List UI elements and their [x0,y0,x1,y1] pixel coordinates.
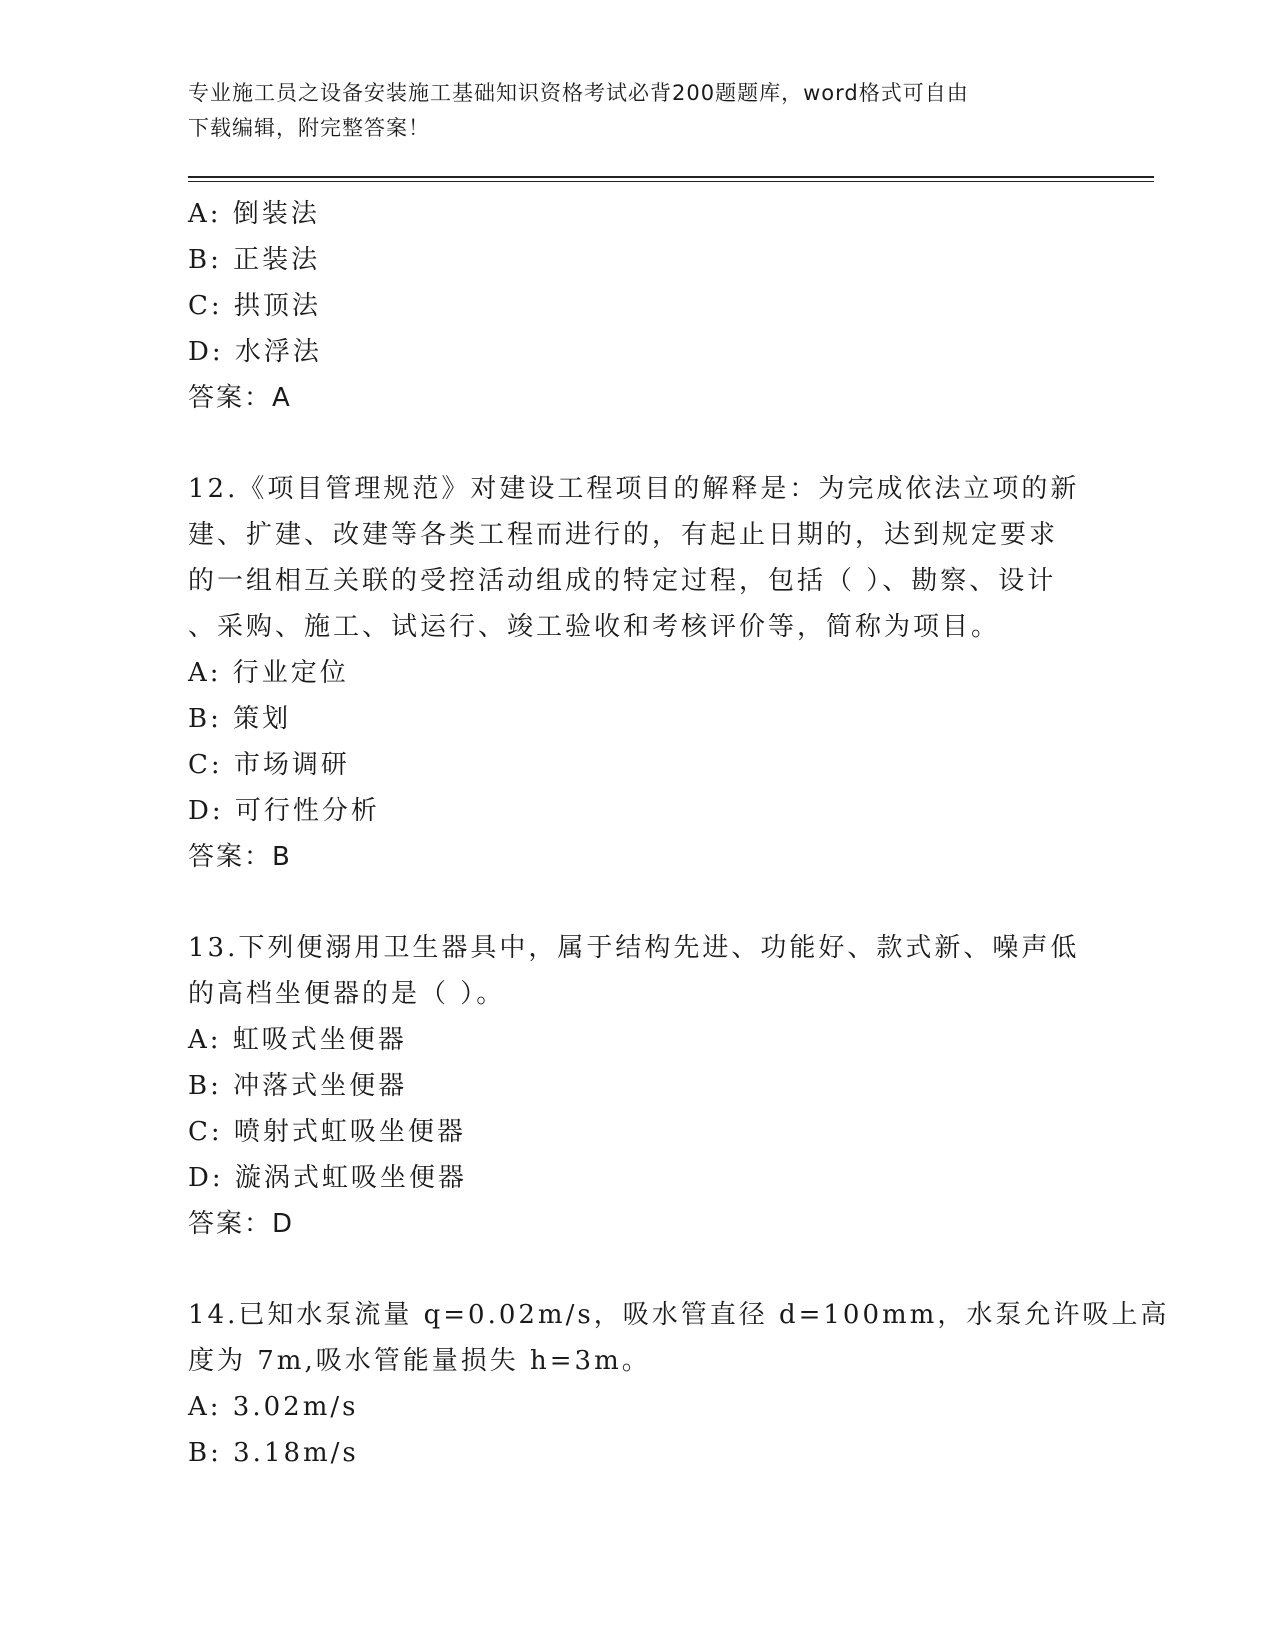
header-divider-thin [188,181,1154,182]
header-divider-thick [188,176,1154,178]
question-line: 的高档坐便器的是（ ）。 [188,979,506,1009]
option-b: B: 正装法 [188,245,321,275]
option-b: B: 冲落式坐便器 [188,1071,408,1101]
option-d: D: 漩涡式虹吸坐便器 [188,1163,467,1193]
option-a: A: 倒装法 [188,199,320,229]
option-a: A: 行业定位 [188,658,349,688]
question-line: 13.下列便溺用卫生器具中，属于结构先进、功能好、款式新、噪声低 [188,933,1080,963]
option-a: A: 3.02m/s [188,1392,359,1422]
question-line: 、采购、施工、试运行、竣工验收和考核评价等，简称为项目。 [188,612,1001,642]
answer: 答案：D [188,1209,295,1239]
answer: 答案：B [188,842,292,872]
option-b: B: 策划 [188,704,292,734]
question-text [188,466,1088,650]
option-a: A: 虹吸式坐便器 [188,1025,407,1055]
question-text [188,1292,1170,1384]
option-d: D: 可行性分析 [188,796,380,826]
question-12 [188,466,1088,880]
question-14 [188,1292,1170,1476]
option-b: B: 3.18m/s [188,1438,359,1468]
question-line: 12.《项目管理规范》对建设工程项目的解释是：为完成依法立项的新 [188,474,1080,504]
question-list [188,191,1170,1476]
question-text [188,925,1088,1017]
option-c: C: 喷射式虹吸坐便器 [188,1117,466,1147]
question-line: 14.已知水泵流量 q=0.02m/s，吸水管直径 d=100mm，水泵允许吸上高 [188,1300,1170,1330]
header-line-2: 下载编辑，附完整答案！ [188,116,430,140]
option-d: D: 水浮法 [188,337,322,367]
question-line: 度为 7m,吸水管能量损失 h=3m。 [188,1346,651,1376]
option-c: C: 拱顶法 [188,291,321,321]
question-line: 的一组相互关联的受控活动组成的特定过程，包括（ ）、勘察、设计 [188,566,1057,596]
document-header [188,76,1068,146]
question-11 [188,191,1088,421]
question-line: 建、扩建、改建等各类工程而进行的，有起止日期的，达到规定要求 [188,520,1059,550]
answer: 答案：A [188,383,292,413]
question-13 [188,925,1088,1247]
header-line-1: 专业施工员之设备安装施工基础知识资格考试必背200题题库，word格式可自由 [188,81,969,105]
option-c: C: 市场调研 [188,750,350,780]
